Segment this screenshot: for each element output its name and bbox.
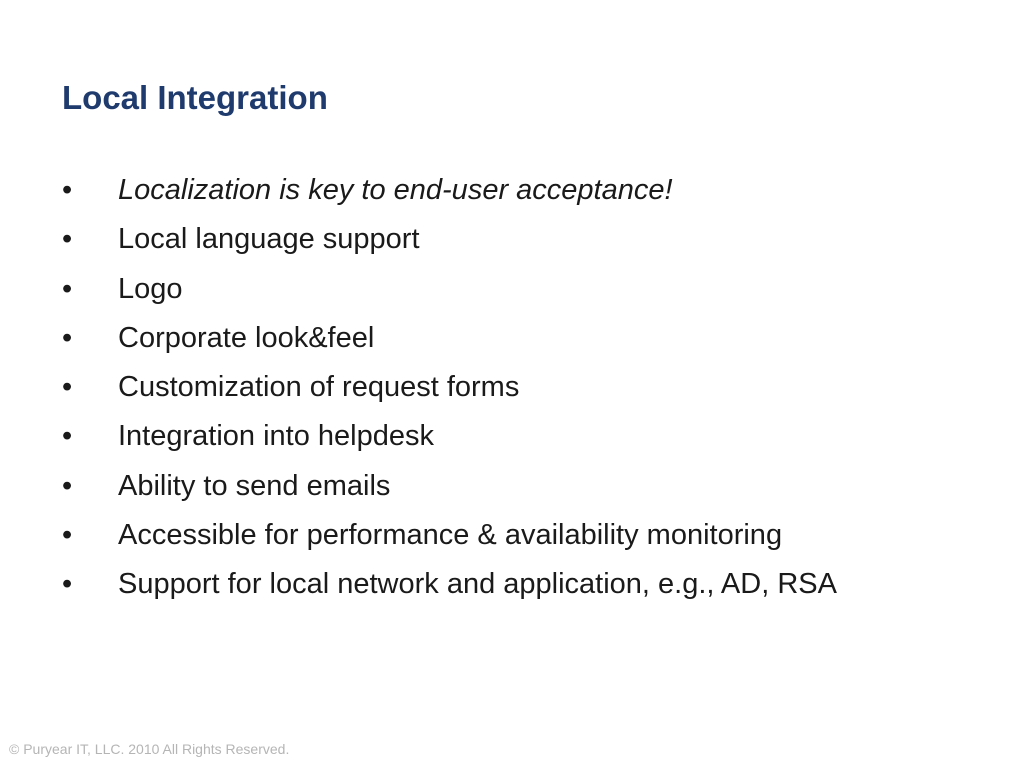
bullet-item (62, 219, 962, 260)
bullet-item (62, 515, 962, 556)
bullet-text: Accessible for performance & availability monitoring (118, 519, 783, 552)
bullet-item (62, 318, 962, 359)
bullet-icon: • (62, 519, 73, 552)
bullet-text: Local language support (118, 223, 420, 256)
bullet-text: Customization of request forms (118, 371, 520, 404)
bullet-icon: • (62, 469, 73, 502)
bullet-item (62, 367, 962, 408)
copyright-footer: © Puryear IT, LLC. 2010 All Rights Reserved. (9, 741, 290, 757)
bullet-item (62, 416, 962, 457)
slide-title: Local Integration (62, 79, 328, 116)
bullet-icon: • (62, 174, 73, 206)
bullet-text: Logo (118, 272, 183, 305)
bullet-text: Ability to send emails (118, 469, 391, 502)
bullet-icon: • (62, 272, 73, 305)
bullet-text: Localization is key to end-user acceptance! (118, 174, 673, 206)
bullet-item (62, 564, 962, 605)
bullet-text: Integration into helpdesk (118, 420, 434, 453)
bullet-icon: • (62, 223, 73, 256)
bullet-icon: • (62, 321, 73, 354)
bullet-text: Support for local network and application, e.g., AD, RSA (118, 568, 837, 601)
bullet-item (62, 466, 962, 507)
bullet-icon: • (62, 568, 73, 601)
bullet-item (62, 170, 962, 211)
bullet-icon: • (62, 420, 73, 453)
bullet-icon: • (62, 371, 73, 404)
bullet-list (62, 170, 962, 614)
bullet-text: Corporate look&feel (118, 321, 375, 354)
bullet-item (62, 269, 962, 310)
